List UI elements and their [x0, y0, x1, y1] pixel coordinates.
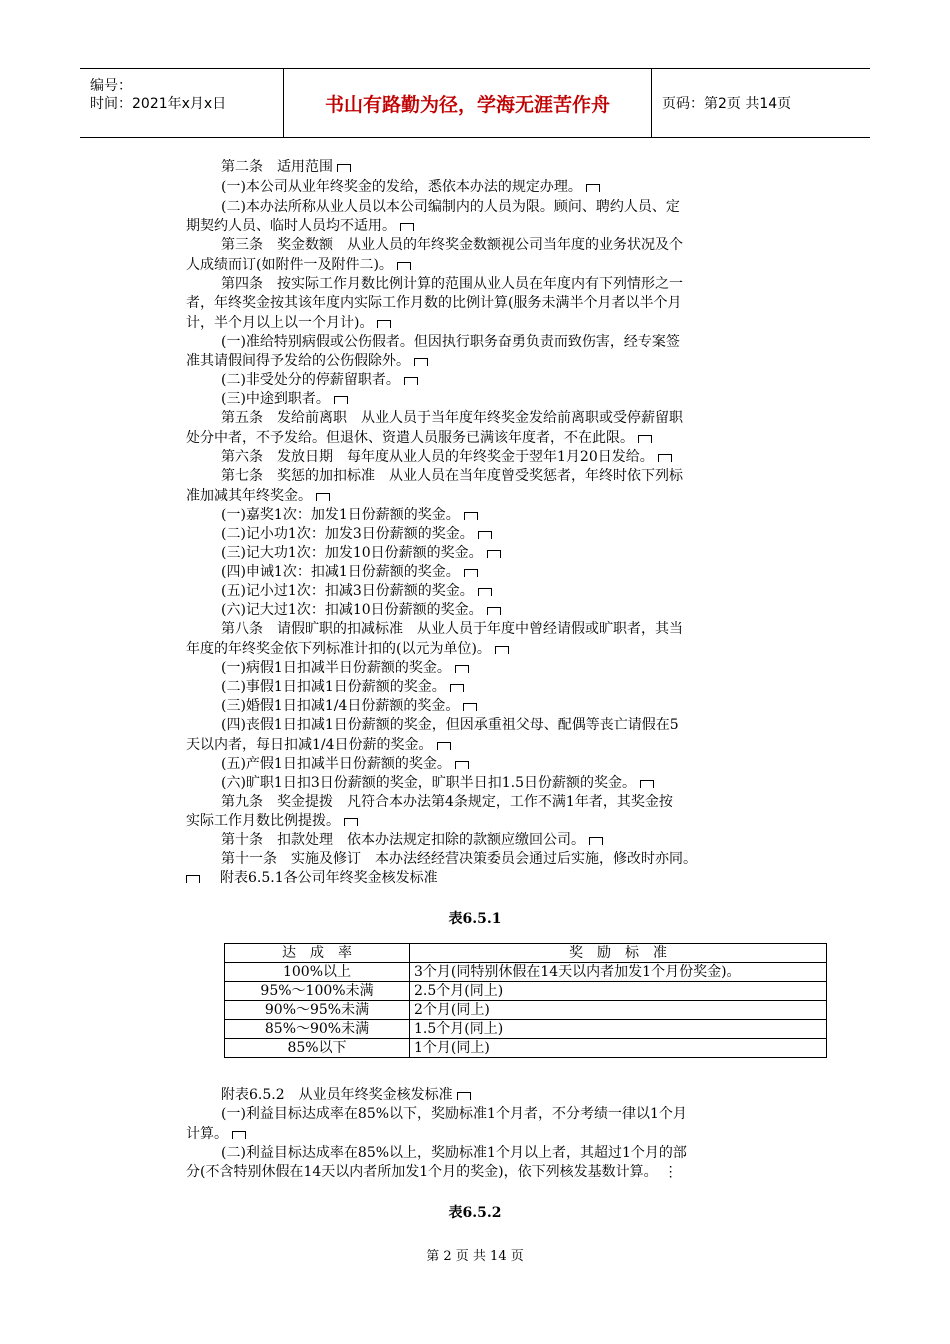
paragraph-mark-icon: [487, 550, 501, 558]
body-line: (二)事假1日扣减1日份薪额的奖金。: [221, 678, 464, 697]
body-line: (三)中途到职者。: [221, 390, 348, 409]
paragraph-mark-icon: [586, 184, 600, 192]
column-break-icon: ⋮: [663, 1164, 678, 1180]
body-line: (六)记大过1次：扣减10日份薪额的奖金。: [221, 601, 501, 620]
paragraph-mark-icon: [186, 875, 200, 883]
table-row: [225, 982, 827, 1001]
paragraph-mark-icon: [437, 742, 451, 750]
body-line: (二)非受处分的停薪留职者。: [221, 371, 418, 390]
body-line: 第十条 扣款处理 依本办法规定扣除的款额应缴回公司。: [221, 831, 603, 850]
table-row: [225, 1020, 827, 1039]
body-line: 人成绩而订(如附件一及附件二)。: [186, 256, 411, 275]
appendix-line: 计算。: [186, 1125, 246, 1144]
body-line: (三)记大功1次：加发10日份薪额的奖金。: [221, 544, 501, 563]
paragraph-mark-icon: [377, 320, 391, 328]
body-line: 第六条 发放日期 每年度从业人员的年终奖金于翌年1月20日发给。: [221, 448, 672, 467]
body-line: (六)旷职1日扣3日份薪额的奖金，旷职半日扣1.5日份薪额的奖金。: [221, 774, 654, 793]
body-line: 第十一条 实施及修订 本办法经经营决策委员会通过后实施，修改时亦同。: [221, 851, 697, 867]
body-line: 计，半个月以上以一个月计)。: [186, 314, 391, 333]
page-header: [80, 68, 870, 138]
paragraph-mark-icon: [404, 377, 418, 385]
body-line: 第三条 奖金数额 从业人员的年终奖金数额视公司当年度的业务状况及个: [221, 237, 683, 253]
paragraph-mark-icon: [344, 818, 358, 826]
body-line: 第四条 按实际工作月数比例计算的范围从业人员在年度内有下列情形之一: [221, 276, 683, 292]
table-cell: 2个月(同上): [410, 1001, 827, 1020]
paragraph-mark-icon: [232, 1131, 246, 1139]
table-cell: 90%～95%未满: [225, 1001, 410, 1020]
paragraph-mark-icon: [455, 761, 469, 769]
paragraph-mark-icon: [495, 646, 509, 654]
table-header-cell: 达 成 率: [225, 944, 410, 963]
appendix-line: (一)利益目标达成率在85%以下，奖励标准1个月者，不分考绩一律以1个月: [221, 1106, 687, 1122]
table-cell: 3个月(同特别休假在14天以内者加发1个月份奖金)。: [410, 963, 827, 982]
header-page-info: 页码：第2页 共14页: [662, 96, 792, 112]
body-line: 准加减其年终奖金。: [186, 487, 330, 506]
appendix-line: (二)利益目标达成率在85%以上，奖励标准1个月以上者，其超过1个月的部: [221, 1145, 687, 1161]
table-header-cell: 奖 励 标 准: [410, 944, 827, 963]
paragraph-mark-icon: [316, 493, 330, 501]
body-line: 实际工作月数比例提拨。: [186, 812, 358, 831]
body-line: 第九条 奖金提拨 凡符合本办法第4条规定，工作不满1年者，其奖金按: [221, 794, 673, 810]
paragraph-mark-icon: [464, 569, 478, 577]
body-line: (二)记小功1次：加发3日份薪额的奖金。: [221, 525, 492, 544]
table-cell: 95%～100%未满: [225, 982, 410, 1001]
body-line: 年度的年终奖金依下列标准计扣的(以元为单位)。: [186, 640, 509, 659]
paragraph-mark-icon: [397, 262, 411, 270]
page-footer: 第 2 页 共 14 页: [426, 1249, 524, 1264]
table-cell: 100%以上: [225, 963, 410, 982]
body-line: (一)本公司从业年终奖金的发给，悉依本办法的规定办理。: [221, 178, 600, 197]
table1-caption: 表6.5.1: [448, 911, 502, 927]
body-line: 者，年终奖金按其该年度内实际工作月数的比例计算(服务未满半个月者以半个月: [186, 295, 682, 311]
table-cell: 85%～90%未满: [225, 1020, 410, 1039]
paragraph-mark-icon: [638, 435, 652, 443]
header-number: 编号：: [90, 78, 132, 94]
paragraph-mark-icon: [400, 223, 414, 231]
paragraph-mark-icon: [457, 1092, 471, 1100]
paragraph-mark-icon: [487, 607, 501, 615]
paragraph-mark-icon: [414, 358, 428, 366]
body-line: 天以内者，每日扣减1/4日份薪的奖金。: [186, 736, 451, 755]
table2-caption: 表6.5.2: [448, 1205, 502, 1221]
body-line: 处分中者，不予发给。但退休、资遣人员服务已满该年度者，不在此限。: [186, 429, 652, 448]
body-line: 附表6.5.1各公司年终奖金核发标准: [186, 869, 438, 888]
body-line: (一)病假1日扣减半日份薪额的奖金。: [221, 659, 469, 678]
table-cell: 2.5个月(同上): [410, 982, 827, 1001]
body-line: 第五条 发给前离职 从业人员于当年度年终奖金发给前离职或受停薪留职: [221, 410, 683, 426]
table-cell: 1个月(同上): [410, 1039, 827, 1058]
table-header-row: [225, 944, 827, 963]
paragraph-mark-icon: [478, 588, 492, 596]
paragraph-mark-icon: [589, 837, 603, 845]
paragraph-mark-icon: [455, 665, 469, 673]
header-motto: 书山有路勤为径，学海无涯苦作舟: [284, 69, 652, 137]
table-cell: 1.5个月(同上): [410, 1020, 827, 1039]
body-line: (四)申诫1次：扣减1日份薪额的奖金。: [221, 563, 478, 582]
body-line: (四)丧假1日扣减1日份薪额的奖金，但因承重祖父母、配偶等丧亡请假在5: [221, 717, 679, 733]
paragraph-mark-icon: [337, 164, 351, 172]
table-row: [225, 1039, 827, 1058]
paragraph-mark-icon: [464, 512, 478, 520]
body-line: (五)记小过1次：扣减3日份薪额的奖金。: [221, 582, 492, 601]
body-line: (一)准给特别病假或公伤假者。但因执行职务奋勇负责而致伤害，经专案签: [221, 334, 680, 350]
body-line: (一)嘉奖1次：加发1日份薪额的奖金。: [221, 506, 478, 525]
body-line: 第八条 请假旷职的扣减标准 从业人员于年度中曾经请假或旷职者，其当: [221, 621, 683, 637]
bonus-standard-table: [224, 943, 827, 1058]
appendix-line: 附表6.5.2 从业员年终奖金核发标准: [221, 1086, 471, 1105]
paragraph-mark-icon: [334, 396, 348, 404]
paragraph-mark-icon: [450, 684, 464, 692]
body-line: 期契约人员、临时人员均不适用。: [186, 217, 414, 236]
body-line: (三)婚假1日扣减1/4日份薪额的奖金。: [221, 697, 477, 716]
body-line: (五)产假1日扣减半日份薪额的奖金。: [221, 755, 469, 774]
table-row: [225, 963, 827, 982]
table-cell: 85%以下: [225, 1039, 410, 1058]
body-line: 第七条 奖惩的加扣标准 从业人员在当年度曾受奖惩者，年终时依下列标: [221, 468, 683, 484]
body-line: 准其请假间得予发给的公伤假除外。: [186, 352, 428, 371]
header-meta-cell: [80, 69, 284, 137]
paragraph-mark-icon: [478, 531, 492, 539]
appendix-line: 分(不含特别休假在14天以内者所加发1个月的奖金)，依下列核发基数计算。 ⋮: [186, 1164, 678, 1180]
body-line: 第二条 适用范围: [221, 158, 351, 177]
paragraph-mark-icon: [640, 780, 654, 788]
paragraph-mark-icon: [463, 703, 477, 711]
table-row: [225, 1001, 827, 1020]
paragraph-mark-icon: [658, 454, 672, 462]
header-time: 时间：2021年x月x日: [90, 96, 227, 112]
body-line: (二)本办法所称从业人员以本公司编制内的人员为限。顾问、聘约人员、定: [221, 199, 680, 215]
